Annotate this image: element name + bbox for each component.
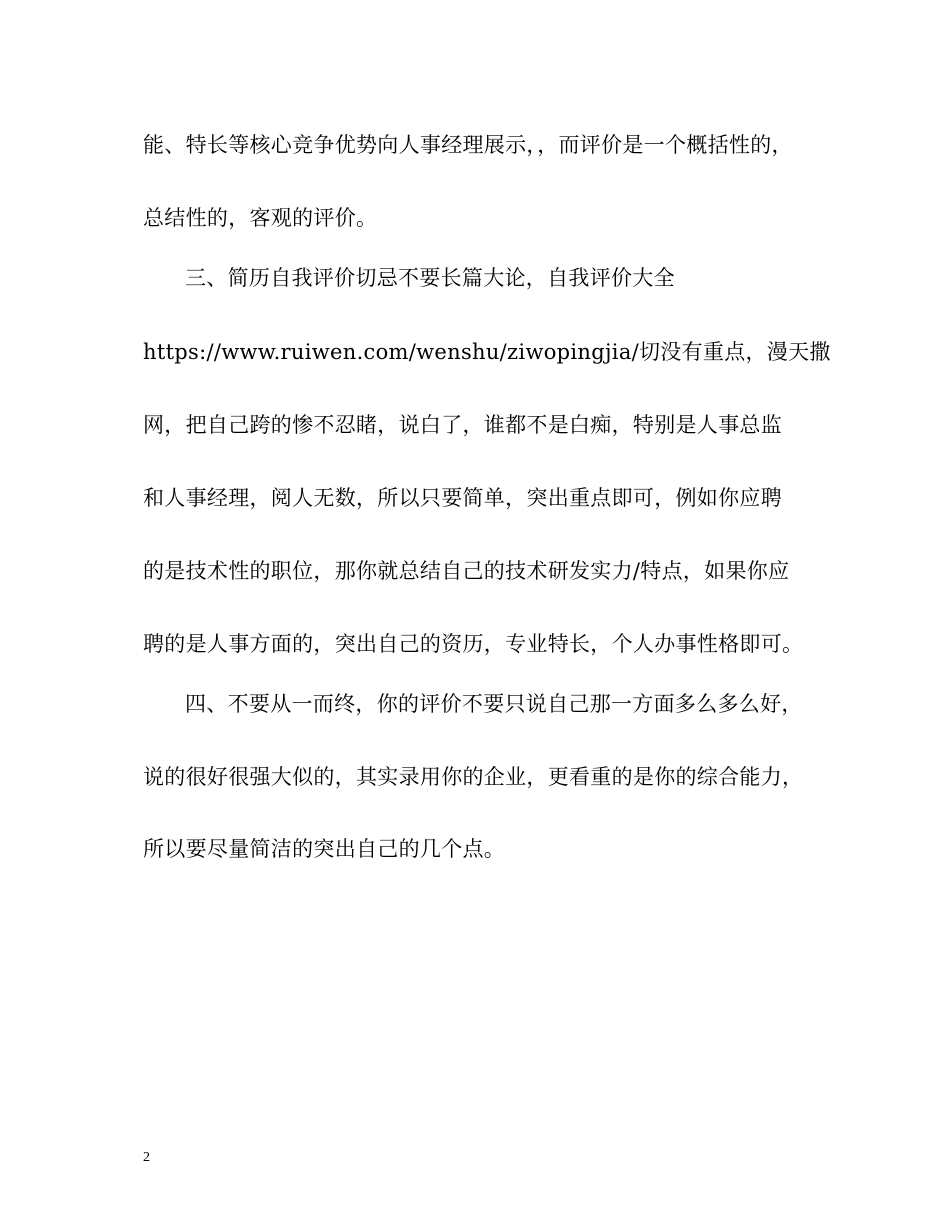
paragraph-line: 总结性的，客观的评价。 [143,206,378,230]
paragraph-line: 说的很好很强大似的，其实录用你的企业，更看重的是你的综合能力， [143,765,804,789]
paragraph-line: https://www.ruiwen.com/wenshu/ziwopingjia/切没有重点，漫天撒 [143,340,831,364]
section-heading-line: 四、不要从一而终，你的评价不要只说自己那一方面多么多么好， [185,692,803,716]
page-number: 2 [143,1150,150,1165]
paragraph-line: 所以要尽量简洁的突出自己的几个点。 [143,837,506,861]
paragraph-line: 聘的是人事方面的，突出自己的资历，专业特长，个人办事性格即可。 [143,632,804,656]
paragraph-line: 网，把自己跨的惨不忍睹，说白了，谁都不是白痴，特别是人事总监 [143,413,782,437]
section-heading-line: 三、简历自我评价切忌不要长篇大论，自我评价大全 [185,266,675,290]
paragraph-line: 能、特长等核心竞争优势向人事经理展示，，而评价是一个概括性的， [143,133,793,157]
paragraph-line: 的是技术性的职位，那你就总结自己的技术研发实力/特点，如果你应 [143,559,790,583]
paragraph-line: 和人事经理，阅人无数，所以只要简单，突出重点即可，例如你应聘 [143,486,782,510]
